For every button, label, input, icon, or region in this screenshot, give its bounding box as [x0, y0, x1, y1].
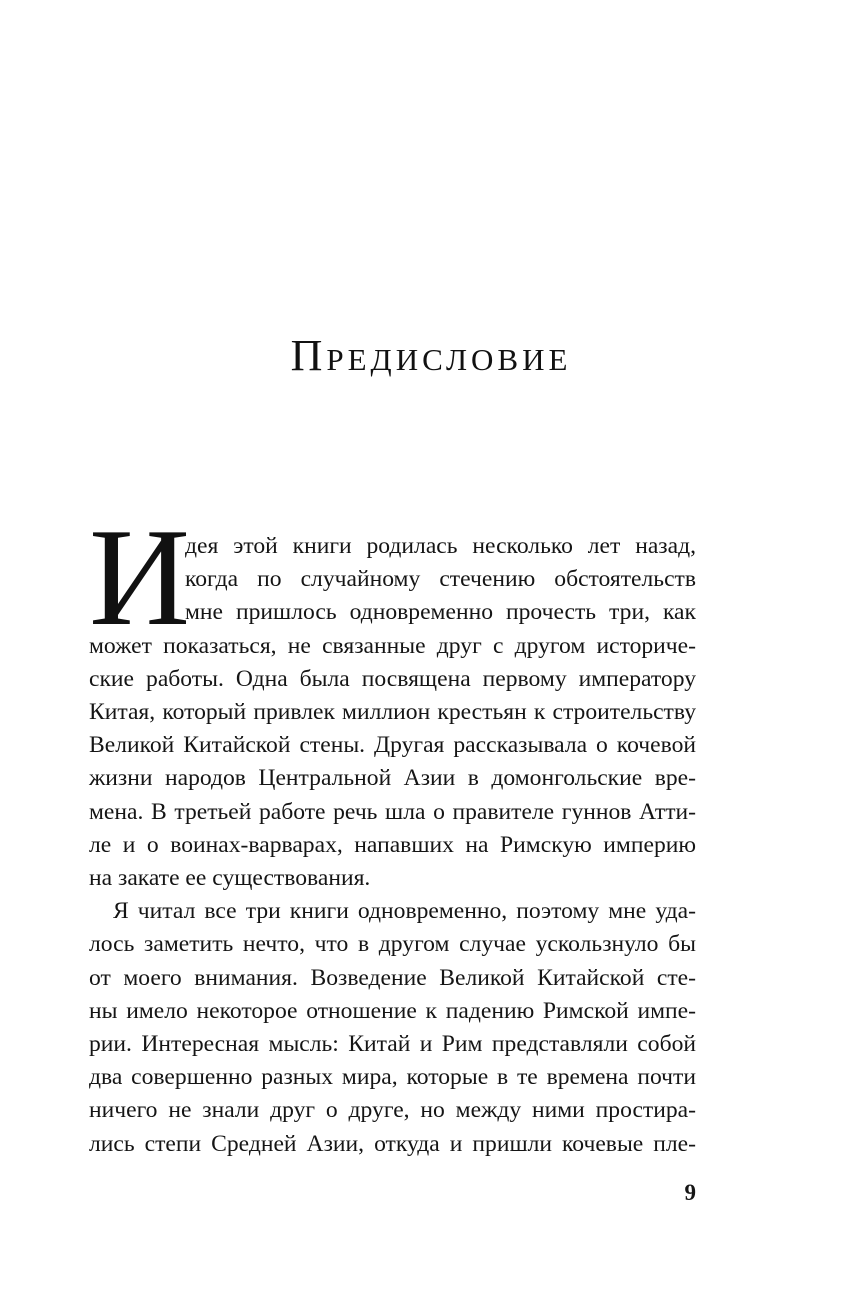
chapter-title: Предисловие [290, 331, 572, 380]
text-line: Китая, который привлек миллион крестьян к строительству [89, 698, 696, 725]
text-line: ны имело некоторое отношение к падению Римской импе- [89, 997, 696, 1024]
text-line: жизни народов Центральной Азии в домонгольские вре- [89, 765, 696, 792]
text-line: ле и о воинах-варварах, напавших на Римскую империю [89, 831, 696, 858]
text-line: ничего не знали друг о друге, но между ними простира- [89, 1097, 696, 1124]
paragraph-1 [89, 630, 696, 896]
text-line: от моего внимания. Возведение Великой Китайской сте- [89, 964, 696, 991]
drop-cap-letter: И [89, 500, 191, 655]
text-line: лось заметить нечто, что в другом случае ускользнуло бы [89, 931, 696, 958]
text-line: ские работы. Одна была посвящена первому императору [89, 665, 696, 692]
page-number: 9 [684, 1180, 696, 1205]
text-line: лись степи Средней Азии, откуда и пришли кочевые пле- [89, 1130, 696, 1157]
text-line: когда по случайному стечению обстоятельств [185, 566, 696, 593]
text-line: Я читал все три книги одновременно, поэтому мне уда- [113, 898, 696, 925]
text-line: на закате ее существования. [89, 864, 371, 891]
text-line: мне пришлось одновременно прочесть три, как [185, 599, 696, 626]
text-line: два совершенно разных мира, которые в те времена почти [89, 1064, 696, 1091]
text-line: может показаться, не связанные друг с другом историче- [89, 632, 696, 659]
text-line: дея этой книги родилась несколько лет назад, [185, 533, 696, 559]
text-line: мена. В третьей работе речь шла о правителе гуннов Атти- [89, 798, 696, 825]
text-line: Великой Китайской стены. Другая рассказывала о кочевой [89, 732, 696, 759]
text-line: рии. Интересная мысль: Китай и Рим представляли собой [89, 1030, 696, 1057]
dropcap-paragraph-lines [89, 530, 696, 630]
paragraph-2 [89, 895, 696, 1161]
